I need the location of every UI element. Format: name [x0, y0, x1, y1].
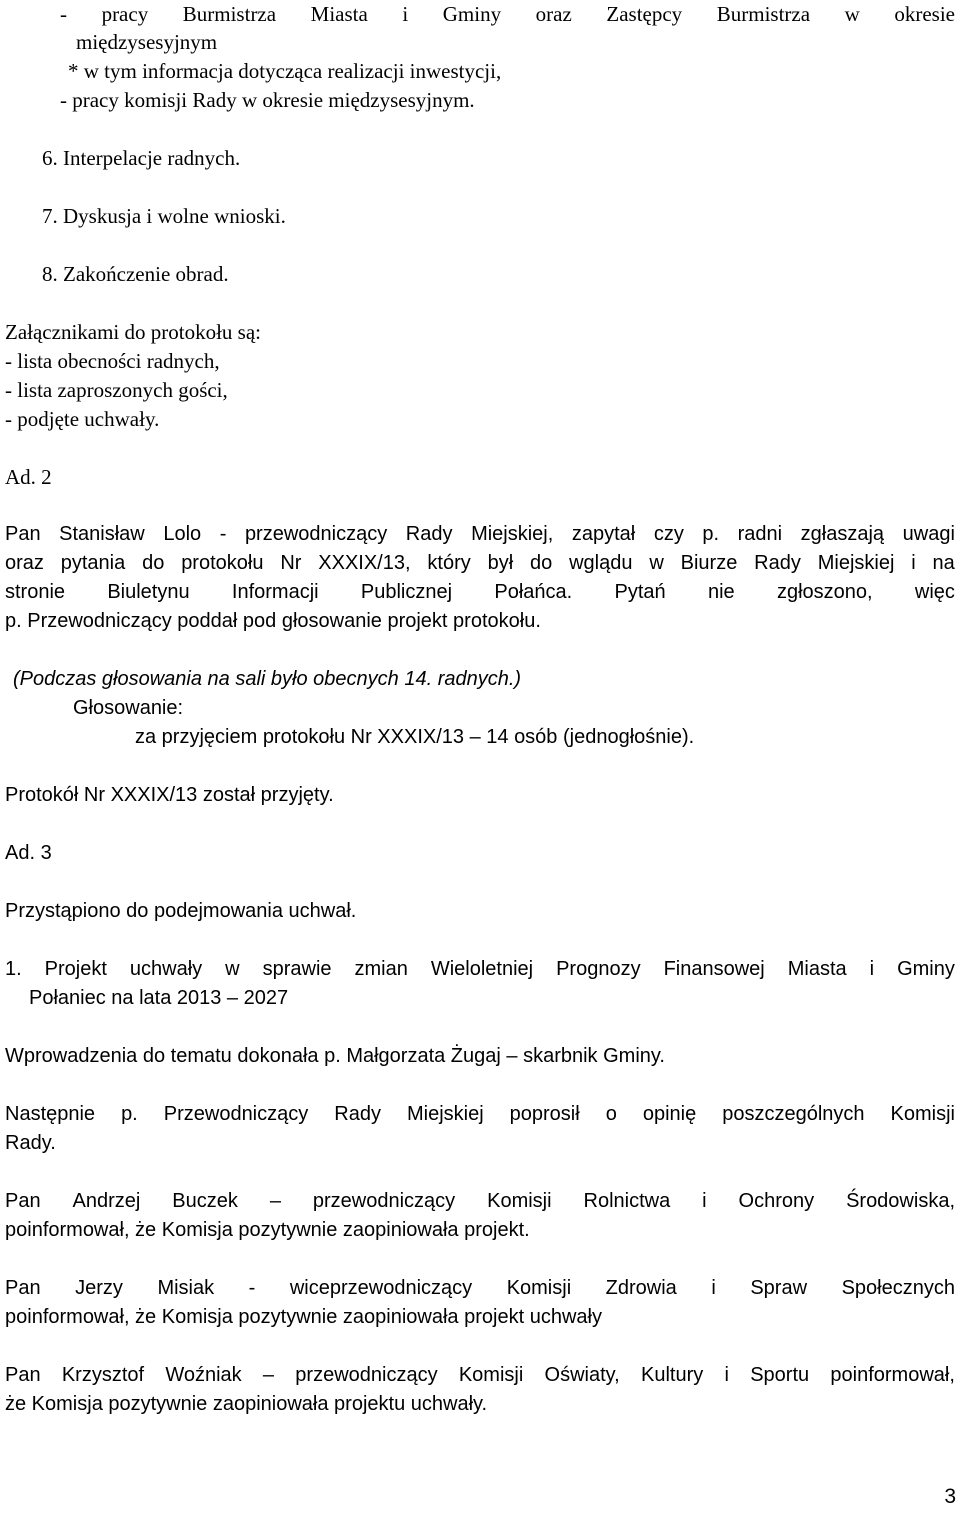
ad2-para-line-2 [5, 549, 955, 578]
ad2-outcome: Protokół Nr XXXIX/13 został przyjęty. [5, 784, 334, 806]
line-word: Finansowej [663, 958, 765, 980]
line-word: Środowiska, [846, 1190, 955, 1212]
line-word: i [402, 2, 409, 26]
buczek-line-2: poinformował, że Komisja pozytywnie zaopiniowała projekt. [5, 1219, 530, 1241]
line-word: Komisji [890, 1103, 955, 1125]
wozniak-line-2: że Komisja pozytywnie zaopiniowała projektu uchwały. [5, 1393, 488, 1415]
line-word: Publicznej [360, 581, 453, 603]
line-word: Gminy [897, 958, 955, 980]
line-word: Komisji [487, 1190, 552, 1212]
line-word: przewodniczący [244, 523, 388, 545]
line-word: poprosił [509, 1103, 580, 1125]
line-word: Miasta [787, 958, 847, 980]
line-word: Pan [5, 1277, 41, 1299]
line-word: i [711, 1277, 716, 1299]
line-word: Miejskiej, [471, 523, 554, 545]
attachments-heading: Załącznikami do protokołu są: [5, 320, 262, 344]
line-word: Oświaty, [544, 1364, 620, 1386]
line-word: Pan [5, 1190, 41, 1212]
line-word: więc [914, 581, 955, 603]
line-word: Woźniak [165, 1364, 242, 1386]
agenda-item-7: 7. Dyskusja i wolne wnioski. [42, 204, 286, 228]
line-word: czy [653, 523, 684, 545]
line-word: Stanisław [59, 523, 145, 545]
line-word: o [605, 1103, 617, 1125]
line-word: i [869, 958, 875, 980]
line-word: uwagi [902, 523, 955, 545]
line-word: wglądu [569, 552, 633, 574]
agenda-item-6: 6. Interpelacje radnych. [42, 146, 241, 170]
line-word: – [262, 1364, 275, 1386]
line-word: Zastępcy [606, 2, 683, 26]
line-word: Projekt [44, 958, 107, 980]
misiak-line-2: poinformował, że Komisja pozytywnie zaopiniowała projekt uchwały [5, 1306, 602, 1328]
attachment-item-1: - lista obecności radnych, [5, 349, 220, 373]
line-word: Komisji [458, 1364, 524, 1386]
line-word: nie [707, 581, 735, 603]
buczek-line-1 [5, 1187, 955, 1216]
line-word: Burmistrza [182, 2, 277, 26]
line-word: Rady [754, 552, 801, 574]
line-word: 1. [5, 958, 22, 980]
line-word: na [932, 552, 955, 574]
ad3-intro: Przystąpiono do podejmowania uchwał. [5, 900, 357, 922]
agenda-item-8: 8. Zakończenie obrad. [42, 262, 229, 286]
line-word: zapytał [571, 523, 636, 545]
line-word: opinię [642, 1103, 697, 1125]
line-word: – [269, 1190, 281, 1212]
inwestycje-line: * w tym informacja dotycząca realizacji inwestycji, [68, 59, 502, 83]
line-word: zmian [354, 958, 408, 980]
line-word: Nr [280, 552, 302, 574]
line-word: p. [121, 1103, 138, 1125]
line-word: do [530, 552, 553, 574]
line-word: Pan [5, 523, 41, 545]
ad2-para-line-4: p. Przewodniczący poddał pod głosowanie projekt protokołu. [5, 610, 541, 632]
line-word: Społecznych [841, 1277, 955, 1299]
line-word: Wieloletniej [430, 958, 534, 980]
line-word: i [702, 1190, 707, 1212]
line-word: - [219, 523, 227, 545]
line-word: Przewodniczący [163, 1103, 309, 1125]
line-word: Biuletynu [107, 581, 190, 603]
line-word: stronie [5, 581, 66, 603]
line-word: poinformował, [830, 1364, 955, 1386]
line-word: Lolo [163, 523, 202, 545]
line-word: - [60, 2, 67, 26]
line-word: Miasta [310, 2, 368, 26]
line-word: sprawie [262, 958, 332, 980]
ad2-heading: Ad. 2 [5, 465, 52, 489]
ad2-para-line-1 [5, 520, 955, 549]
misiak-line-1 [5, 1274, 955, 1303]
introduction-by: Wprowadzenia do tematu dokonała p. Małgorzata Żugaj – skarbnik Gminy. [5, 1045, 665, 1067]
line-word: zgłoszono, [776, 581, 873, 603]
line-word: Komisji [506, 1277, 572, 1299]
line-word: wiceprzewodniczący [289, 1277, 473, 1299]
line-word: Zdrowia [605, 1277, 677, 1299]
line-word: i [911, 552, 916, 574]
line-word: - [248, 1277, 256, 1299]
line-word: okresie [894, 2, 955, 26]
line-word: był [487, 552, 514, 574]
line-word: uchwały [129, 958, 203, 980]
line-word: Jerzy [75, 1277, 123, 1299]
line-word: Kultury [641, 1364, 704, 1386]
line-word: w [649, 552, 664, 574]
line-word: w [844, 2, 860, 26]
burmistrz-line-1 [60, 0, 955, 29]
line-word: Następnie [5, 1103, 96, 1125]
ad2-para-line-3 [5, 578, 955, 607]
line-word: Buczek [172, 1190, 238, 1212]
line-word: poszczególnych [722, 1103, 865, 1125]
line-word: Rady [334, 1103, 381, 1125]
line-word: Rolnictwa [583, 1190, 671, 1212]
line-word: Informacji [231, 581, 319, 603]
line-word: Gminy [442, 2, 502, 26]
attachment-item-3: - podjęte uchwały. [5, 407, 160, 431]
line-word: Miejskiej [406, 1103, 484, 1125]
attachment-item-2: - lista zaproszonych gości, [5, 378, 228, 402]
next-line-1 [5, 1100, 955, 1129]
line-word: p. [702, 523, 720, 545]
line-word: oraz [5, 552, 44, 574]
page-number: 3 [944, 1485, 956, 1508]
vote-result: za przyjęciem protokołu Nr XXXIX/13 – 14 osób (jednogłośnie). [135, 726, 695, 748]
line-word: Pytań [614, 581, 666, 603]
line-word: oraz [535, 2, 572, 26]
line-word: Połańca. [494, 581, 573, 603]
line-word: do [142, 552, 165, 574]
komisje-line: - pracy komisji Rady w okresie międzysesyjnym. [60, 88, 475, 112]
line-word: Spraw [750, 1277, 808, 1299]
line-word: w [225, 958, 240, 980]
project-1-line-1 [5, 955, 955, 984]
line-word: Miejskiej [817, 552, 895, 574]
line-word: Ochrony [738, 1190, 815, 1212]
line-word: który [427, 552, 471, 574]
line-word: XXXIX/13, [318, 552, 411, 574]
line-word: przewodniczący [295, 1364, 438, 1386]
line-word: Misiak [157, 1277, 215, 1299]
line-word: Rady [405, 523, 453, 545]
line-word: przewodniczący [312, 1190, 456, 1212]
voting-note: (Podczas głosowania na sali było obecnych 14. radnych.) [13, 668, 522, 690]
ad3-heading: Ad. 3 [5, 842, 52, 864]
vote-label: Głosowanie: [73, 697, 184, 719]
line-word: pytania [60, 552, 126, 574]
line-word: protokołu [181, 552, 264, 574]
line-word: Biurze [680, 552, 738, 574]
line-word: Burmistrza [716, 2, 811, 26]
next-line-2: Rady. [5, 1132, 56, 1154]
line-word: Andrzej [72, 1190, 141, 1212]
wozniak-line-1 [5, 1361, 955, 1390]
line-word: Pan [5, 1364, 41, 1386]
line-word: Prognozy [556, 958, 641, 980]
line-word: pracy [101, 2, 149, 26]
burmistrz-line-2: międzysesyjnym [76, 30, 218, 54]
line-word: Krzysztof [61, 1364, 145, 1386]
line-word: zgłaszają [800, 523, 885, 545]
line-word: radni [737, 523, 783, 545]
line-word: Sportu [750, 1364, 810, 1386]
line-word: i [724, 1364, 729, 1386]
project-1-line-2: Połaniec na lata 2013 – 2027 [29, 987, 289, 1009]
